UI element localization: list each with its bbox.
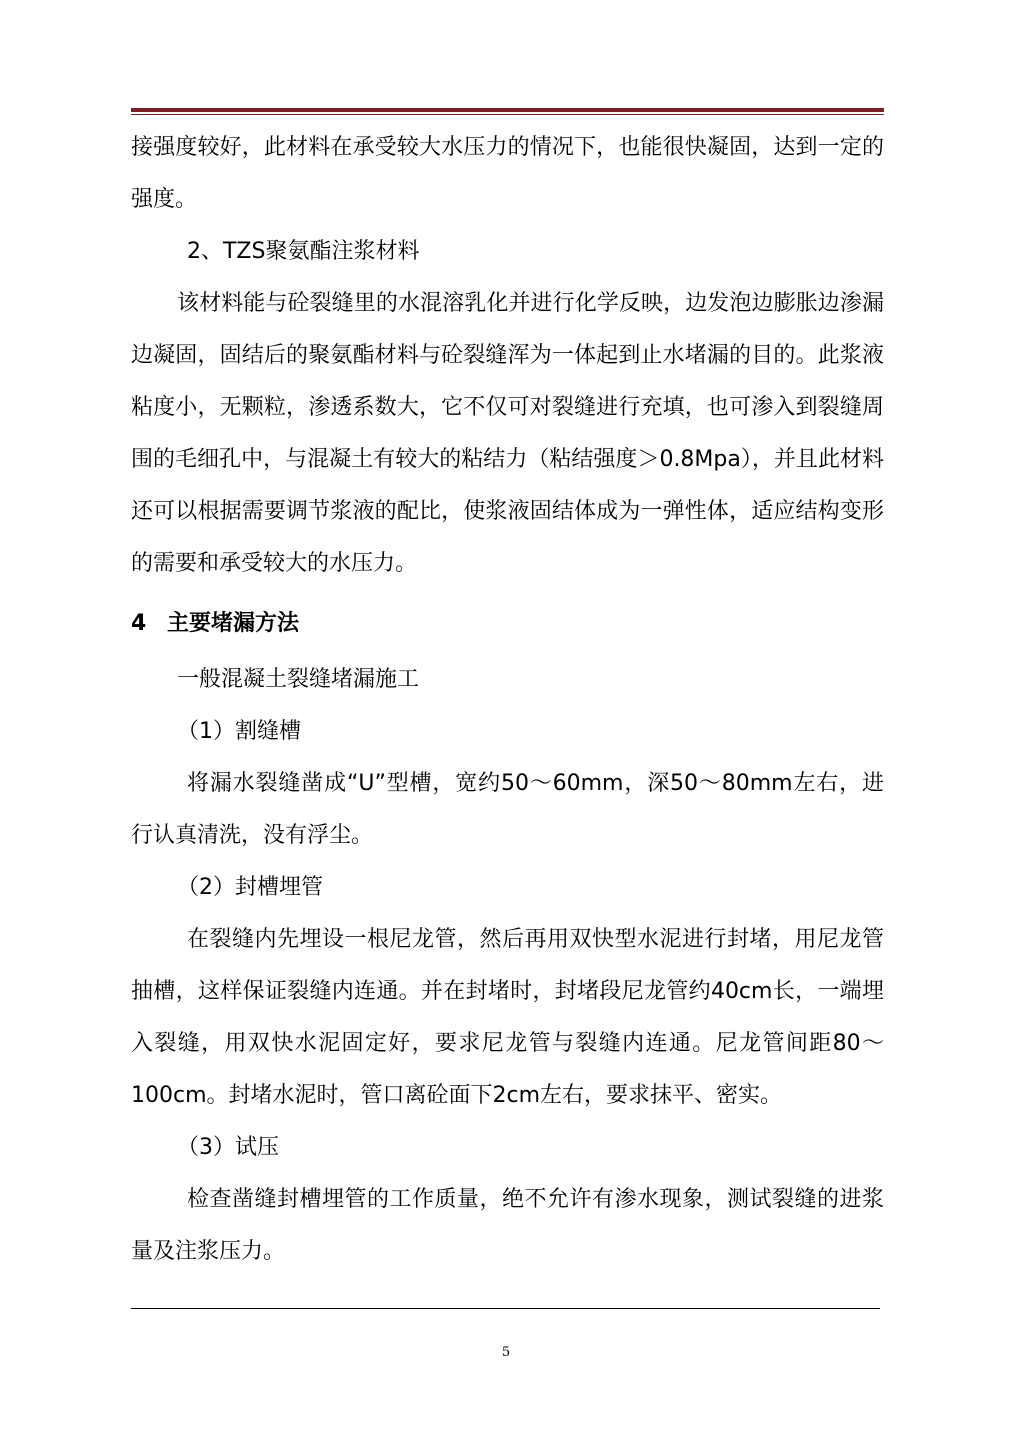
- step-seal-embed-pipe: （2）封槽埋管: [177, 875, 323, 900]
- footer-rule: [131, 1308, 880, 1309]
- section-heading: [131, 598, 884, 650]
- page-number: 5: [501, 1345, 511, 1360]
- paragraph-general-crack-sealing: 一般混凝土裂缝堵漏施工: [177, 667, 420, 692]
- paragraph-seal-embed-pipe: 在裂缝内先埋设一根尼龙管，然后再用双快型水泥进行封堵，用尼龙管抽槽，这样保证裂缝内连通。并在封堵时，封堵段尼龙管约40cm长，一端埋入裂缝，用双快水泥固定好，要求尼龙管与裂缝内连通。尼龙管间距80～100cm。封堵水泥时，管口离砼面下2cm左右，要求抹平、密实。: [131, 927, 884, 1108]
- document-body: [131, 122, 884, 1278]
- paragraph-cut-groove: 将漏水裂缝凿成“U”型槽，宽约50～60mm，深50～80mm左右，进行认真清洗，没有浮尘。: [131, 771, 884, 848]
- paragraph-tzs-description: 该材料能与砼裂缝里的水混溶乳化并进行化学反映，边发泡边膨胀边渗漏边凝固，固结后的聚氨酯材料与砼裂缝浑为一体起到止水堵漏的目的。此浆液粘度小，无颗粒，渗透系数大，它不仅可对裂缝进行充填，也可渗入到裂缝周围的毛细孔中，与混凝土有较大的粘结力（粘结强度＞0.8Mpa），并且此材料还可以根据需要调节浆液的配比，使浆液固结体成为一弹性体，适应结构变形的需要和承受较大的水压力。: [131, 291, 884, 576]
- section-title: 主要堵漏方法: [167, 611, 300, 636]
- section-number: 4: [131, 611, 147, 636]
- step-pressure-test: （3）试压: [177, 1135, 279, 1160]
- step-cut-groove: （1）割缝槽: [177, 719, 301, 744]
- header-rule: [131, 108, 884, 112]
- subheading-tzs-material: 2、TZS聚氨酯注浆材料: [187, 239, 420, 264]
- paragraph-pressure-test: 检查凿缝封槽埋管的工作质量，绝不允许有渗水现象，测试裂缝的进浆量及注浆压力。: [131, 1187, 884, 1264]
- paragraph-continuation: 接强度较好，此材料在承受较大水压力的情况下，也能很快凝固，达到一定的强度。: [131, 135, 884, 212]
